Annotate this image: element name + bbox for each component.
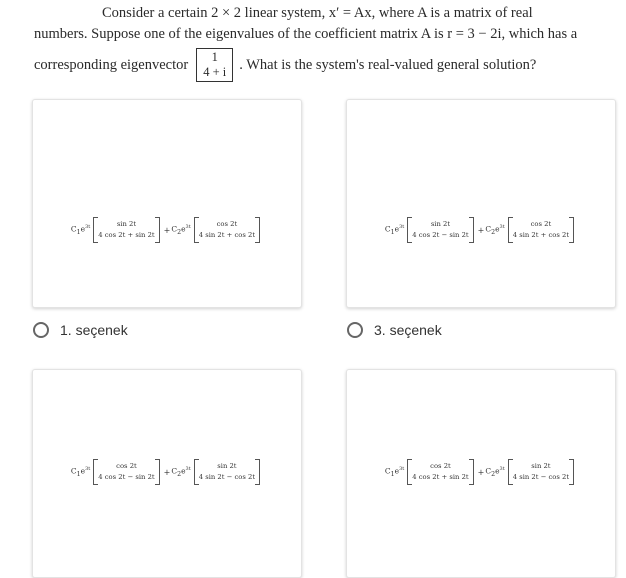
radio-button[interactable] — [33, 322, 49, 338]
coef-c2: $C_2e^{3t}$ — [485, 466, 505, 478]
vector-2-top: cos 2t — [216, 220, 238, 228]
vector-1 — [407, 459, 473, 485]
eigenvector-top: 1 — [211, 50, 218, 64]
question-text — [34, 3, 622, 82]
eigenvector — [196, 48, 233, 82]
vector-1 — [93, 217, 159, 243]
vector-1-top: cos 2t — [116, 462, 137, 470]
coef-c2: $C_2e^{3t}$ — [171, 224, 191, 236]
vector-1-top: sin 2t — [430, 220, 451, 228]
vector-2-bottom: 4 sin 2t − cos 2t — [512, 473, 570, 481]
coef-c1: $C_1e^{3t}$ — [70, 466, 91, 478]
vector-2-bottom: 4 sin 2t + cos 2t — [512, 231, 570, 239]
vector-2-top: sin 2t — [531, 462, 551, 470]
question-line-2: numbers. Suppose one of the eigenvalues of the coefficient matrix A is r = 3 − 2i, which has a — [34, 26, 578, 42]
question-line-3-prefix: corresponding eigenvector — [34, 56, 189, 73]
vector-1-bottom: 4 cos 2t − sin 2t — [412, 231, 469, 239]
coef-c1: $C_1e^{3t}$ — [384, 224, 405, 236]
option-formula-2: $C_1e^{3t}$ cos 2t 4 cos 2t − sin 2t + $C_2e^{3t}$ sin 2t 4 sin 2t − cos 2t — [33, 459, 301, 485]
option-row-3[interactable] — [347, 322, 442, 338]
vector-2 — [508, 217, 574, 243]
vector-1-bottom: 4 cos 2t + sin 2t — [412, 473, 469, 481]
vector-1-bottom: 4 cos 2t − sin 2t — [98, 473, 155, 481]
option-card-2[interactable] — [32, 369, 302, 578]
question-line-3-suffix: . What is the system's real-valued general solution? — [239, 56, 537, 73]
question-line-1: Consider a certain 2 × 2 linear system, x′ = Ax, where A is a matrix of real — [102, 5, 533, 21]
coef-c2: $C_2e^{3t}$ — [485, 224, 505, 236]
option-card-4[interactable] — [346, 369, 616, 578]
vector-2-bottom: 4 sin 2t + cos 2t — [198, 231, 256, 239]
option-row-1[interactable] — [33, 322, 128, 338]
option-formula-1: $C_1e^{3t}$ sin 2t 4 cos 2t + sin 2t + $C_2e^{3t}$ cos 2t 4 sin 2t + cos 2t — [33, 217, 301, 243]
vector-2-top: cos 2t — [530, 220, 552, 228]
vector-2-bottom: 4 sin 2t − cos 2t — [198, 473, 256, 481]
question-line-3 — [34, 48, 622, 82]
option-card-1[interactable] — [32, 99, 302, 308]
option-formula-3: $C_1e^{3t}$ sin 2t 4 cos 2t − sin 2t + $C_2e^{3t}$ cos 2t 4 sin 2t + cos 2t — [347, 217, 615, 243]
vector-1 — [93, 459, 159, 485]
vector-1-bottom: 4 cos 2t + sin 2t — [98, 231, 155, 239]
vector-1 — [407, 217, 473, 243]
option-card-3[interactable] — [346, 99, 616, 308]
radio-button[interactable] — [347, 322, 363, 338]
vector-2 — [194, 217, 260, 243]
vector-1-top: cos 2t — [430, 462, 451, 470]
coef-c1: $C_1e^{3t}$ — [384, 466, 405, 478]
vector-2-top: sin 2t — [217, 462, 237, 470]
eigenvector-bottom: 4 + i — [203, 65, 227, 79]
vector-2 — [194, 459, 260, 485]
coef-c1: $C_1e^{3t}$ — [70, 224, 91, 236]
option-label: 1. seçenek — [60, 322, 128, 338]
vector-2 — [508, 459, 574, 485]
vector-1-top: sin 2t — [116, 220, 137, 228]
option-label: 3. seçenek — [374, 322, 442, 338]
option-formula-4: $C_1e^{3t}$ cos 2t 4 cos 2t + sin 2t + $C_2e^{3t}$ sin 2t 4 sin 2t − cos 2t — [347, 459, 615, 485]
coef-c2: $C_2e^{3t}$ — [171, 466, 191, 478]
